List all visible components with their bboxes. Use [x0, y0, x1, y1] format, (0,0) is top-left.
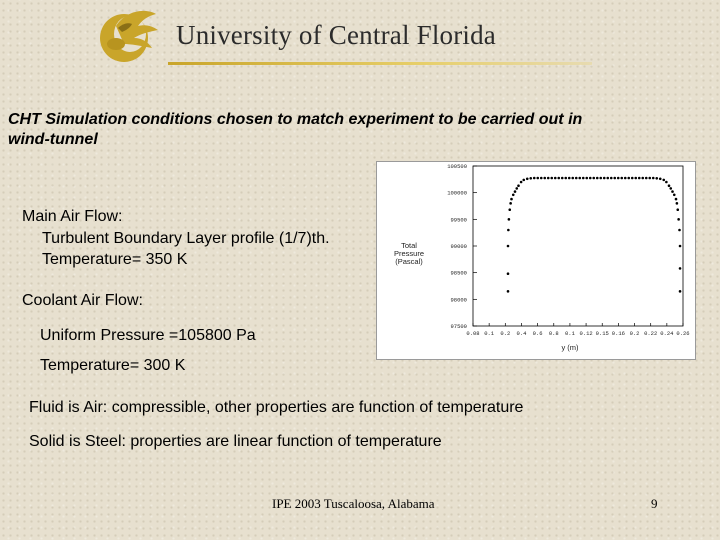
data-point [668, 184, 671, 187]
y-axis-label: Pressure [393, 249, 425, 258]
data-point [648, 177, 651, 180]
data-point [520, 181, 523, 184]
data-point [610, 177, 613, 180]
y-tick-label: 97500 [450, 323, 467, 330]
data-point [638, 177, 641, 180]
data-point [677, 218, 680, 221]
data-point [679, 267, 682, 270]
slide-heading: CHT Simulation conditions chosen to match experiment to be carried out in wind-tunnel [8, 111, 583, 148]
data-point [507, 229, 510, 232]
y-axis-label: (Pascal) [395, 257, 423, 266]
data-point [592, 177, 595, 180]
data-point [662, 179, 665, 182]
data-point [659, 178, 662, 181]
data-point [514, 190, 517, 193]
y-axis-label: Total [401, 241, 417, 250]
y-tick-label: 100500 [447, 163, 467, 170]
data-point [554, 177, 557, 180]
plot-frame [473, 166, 683, 326]
x-tick-label: 0.26 [676, 330, 690, 337]
data-point [515, 187, 518, 190]
main-air-label: Main Air Flow: [22, 208, 123, 225]
data-point [599, 177, 602, 180]
data-point [508, 208, 511, 211]
data-point [641, 177, 644, 180]
data-point [679, 245, 682, 248]
data-point [547, 177, 550, 180]
data-point [507, 245, 510, 248]
data-point [624, 177, 627, 180]
data-point [679, 290, 682, 293]
y-tick-label: 98000 [450, 296, 467, 304]
data-point [526, 178, 529, 181]
x-tick-label: 0.2 [629, 330, 640, 337]
data-point [578, 177, 581, 180]
data-point [669, 187, 672, 190]
fluid-statement: Fluid is Air: compressible, other properties are function of temperature [29, 399, 524, 416]
coolant-temperature: Temperature= 300 K [40, 357, 186, 374]
data-point [645, 177, 648, 180]
data-point [508, 218, 511, 221]
coolant-pressure: Uniform Pressure =105800 Pa [40, 327, 256, 344]
data-point [631, 177, 634, 180]
x-tick-label: 0.8 [548, 330, 559, 337]
footer-text: IPE 2003 Tuscaloosa, Alabama [272, 496, 435, 511]
coolant-air-label: Coolant Air Flow: [22, 292, 143, 309]
data-point [507, 272, 510, 275]
page-number: 9 [651, 496, 658, 511]
main-air-temperature: Temperature= 350 K [42, 251, 188, 268]
solid-statement: Solid is Steel: properties are linear function of temperature [29, 433, 442, 450]
x-tick-label: 0.6 [532, 330, 543, 337]
data-point [675, 198, 678, 201]
x-tick-label: 0.15 [595, 330, 609, 337]
x-axis-label: y (m) [561, 343, 579, 352]
data-point [627, 177, 630, 180]
data-point [589, 177, 592, 180]
data-point [582, 177, 585, 180]
x-tick-label: 0.24 [660, 330, 674, 337]
data-point [665, 181, 668, 184]
data-point [652, 177, 655, 180]
x-tick-label: 0.22 [644, 330, 658, 337]
x-tick-label: 0.12 [579, 330, 593, 337]
data-point [507, 290, 510, 293]
data-point [540, 177, 543, 180]
data-point [557, 177, 560, 180]
data-point [606, 177, 609, 180]
data-point [564, 177, 567, 180]
pressure-chart-svg [377, 162, 695, 359]
data-point [529, 177, 532, 180]
x-tick-label: 0.16 [611, 330, 625, 337]
data-point [543, 177, 546, 180]
title-underline [168, 62, 592, 65]
data-point [596, 177, 599, 180]
y-tick-label: 100000 [447, 189, 467, 197]
data-point [678, 229, 681, 232]
data-point [671, 190, 674, 193]
data-point [603, 177, 606, 180]
x-tick-label: 0.1 [564, 330, 575, 337]
data-point [585, 177, 588, 180]
y-tick-label: 99000 [450, 243, 467, 250]
data-point [561, 177, 564, 180]
x-tick-label: 0.2 [500, 330, 511, 337]
data-point [568, 177, 571, 180]
data-point [676, 208, 679, 211]
data-point [676, 202, 679, 205]
main-air-profile: Turbulent Boundary Layer profile (1/7)th. [42, 230, 330, 247]
data-point [613, 177, 616, 180]
pegasus-logo-icon [92, 4, 162, 66]
data-point [634, 177, 637, 180]
data-point [673, 194, 676, 197]
y-tick-label: 99500 [450, 216, 467, 224]
data-point [550, 177, 553, 180]
data-point [512, 194, 515, 197]
x-tick-label: 0.1 [484, 330, 495, 337]
university-title: University of Central Florida [176, 20, 496, 50]
data-point [655, 177, 658, 180]
data-point [620, 177, 623, 180]
y-tick-label: 98500 [450, 269, 467, 277]
data-point [571, 177, 574, 180]
data-point [522, 179, 525, 182]
data-point [575, 177, 578, 180]
data-point [517, 184, 520, 187]
data-point [536, 177, 539, 180]
x-tick-label: 0.4 [516, 330, 527, 337]
x-tick-label: 0.08 [466, 330, 480, 337]
pressure-chart [376, 161, 696, 360]
data-point [533, 177, 536, 180]
data-point [509, 202, 512, 205]
data-point [617, 177, 620, 180]
data-point [510, 198, 513, 201]
